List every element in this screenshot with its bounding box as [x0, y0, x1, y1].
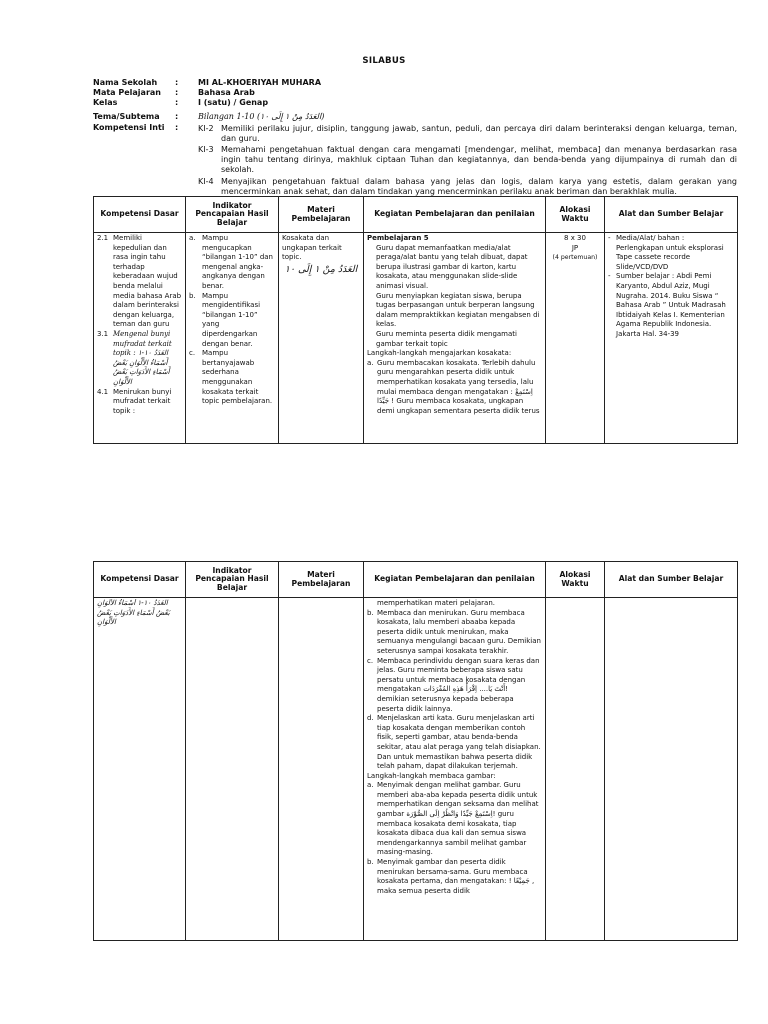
kd-text: Mengenal bunyi mufradat terkait topik : العَدَدُ ١٠-١ أَسْمَاءُ الأَلْوَانِ بَعْضُ أَسْمَاءِ الأَدَوَاتِ بَعْضُ الأَلْوَانِ — [113, 329, 172, 386]
indikator-item — [189, 349, 275, 407]
cell-indikator — [186, 598, 279, 941]
step-text: Membaca dan menirukan. Guru membaca kosakata, lalu memberi abaaba kepada peserta didik untuk menirukan, maka semuanya mengulangi bacaan guru. Demikian seterusnya sampai kosakata terakhir. — [377, 608, 541, 655]
step-text: Menyimak dengan melihat gambar. Guru memberi aba-aba kepada peserta didik untuk memperhatikan dengan seksama dan melihat gambar اِسْتَمِعْ جَيِّدًا وَانْظُرْ اِلَى الصُّوْرَة! guru membaca kosakata demi kosakata, tiap kosakata dibaca dua kali dan semua siswa mendengarkannya sambil melihat gambar masing-masing. — [377, 781, 539, 857]
header-alat: Alat dan Sumber Belajar — [605, 197, 738, 233]
list-item: • Guru menyiapkan kegiatan siswa, berupa tugas berpasangan untuk berperan langsung dalam mempraktikkan kegiatan mengabsen di kelas. — [376, 292, 542, 330]
indikator-text: Mampu bertanyajawab sederhana menggunakan kosakata terkait topic pembelajaran. — [202, 349, 273, 406]
kd-num: 3.1 — [97, 329, 109, 338]
header-kompetensi-dasar: Kompetensi Dasar — [94, 562, 186, 598]
kegiatan-steps-heading: Langkah-langkah mengajarkan kosakata: — [367, 349, 512, 358]
dash-marker: - — [608, 272, 611, 281]
step-mark: a. — [367, 781, 374, 790]
indikator-text: Mampu mengidentifikasi “bilangan 1-10” yang diperdengarkan dengan benar. — [202, 291, 261, 348]
header-kegiatan: Kegiatan Pembelajaran dan penilaian — [364, 562, 546, 598]
cell-alat — [605, 233, 738, 444]
kegiatan-step — [367, 657, 542, 715]
cell-kompetensi-dasar — [94, 233, 186, 444]
ki-code: KI-4 — [198, 177, 214, 186]
indikator-mark: c. — [189, 349, 196, 358]
table-header-row — [94, 562, 738, 598]
header-indikator: Indikator Pencapaian Hasil Belajar — [186, 197, 279, 233]
materi-arabic: العَدَدُ مِنْ ١ إِلَى ١٠ — [284, 263, 358, 275]
cell-kompetensi-dasar — [94, 598, 186, 941]
kd-arabic: العَدَدُ ١٠-١ أَسْمَاءُ الأَلْوَانِ بَعْضُ أَسْمَاءِ الأَدَوَاتِ بَعْضُ الأَلْوَانِ — [97, 599, 170, 627]
kegiatan-continued: memperhatikan materi pelajaran. — [377, 599, 496, 607]
ki-text: Memahami pengetahuan faktual dengan cara mengamati [mendengar, melihat, membaca] dan menanya berdasarkan rasa ingin tahu tentang dirinya, makhluk ciptaan Tuhan dan kegiatannya, dan benda-benda yang dijumpainya di rumah dan di sekolah. — [221, 145, 737, 174]
meta-value: Bilangan 1-10 (العَدَدُ مِنْ ١ إِلَى ١٠) — [198, 112, 325, 121]
meta-label: Kompetensi Inti — [93, 123, 165, 132]
kd-item — [97, 234, 182, 330]
kegiatan-heading: Pembelajaran 5 — [367, 234, 429, 242]
cell-kegiatan — [364, 598, 546, 941]
step-text: Menyimak gambar dan peserta didik menirukan bersama-sama. Guru membaca kosakata pertama, dan mengatakan: ! جَمِيْعًا , maka semua peserta didik — [377, 858, 535, 895]
cell-alokasi — [546, 598, 605, 941]
kd-item — [97, 388, 182, 417]
alokasi-note: (4 pertemuan) — [552, 254, 598, 262]
header-alat: Alat dan Sumber Belajar — [605, 562, 738, 598]
kegiatan-steps2-heading: Langkah-langkah membaca gambar: — [367, 771, 496, 780]
kd-num: 2.1 — [97, 234, 109, 242]
header-materi: Materi Pembelajaran — [279, 197, 364, 233]
table-row — [94, 598, 738, 941]
meta-colon: : — [175, 112, 179, 121]
step-mark: a. — [367, 358, 374, 367]
meta-value: I (satu) / Genap — [198, 98, 269, 107]
dash-marker: - — [608, 234, 611, 242]
indikator-mark: b. — [189, 291, 196, 300]
ki-text: Memiliki perilaku jujur, disiplin, tanggung jawab, santun, peduli, dan percaya diri dalam berinteraksi dengan keluarga, teman, dan guru. — [221, 124, 737, 143]
kegiatan-step — [367, 781, 542, 858]
meta-colon: : — [175, 123, 179, 132]
cell-indikator — [186, 233, 279, 444]
alat-text: Sumber belajar : Abdi Pemi Karyanto, Abdul Aziz, Mugi Nugraha. 2014. Buku Siswa “ Bahasa Arab ” Untuk Madrasah Ibtidaiyah Kelas I. Kementerian Agama Republik Indonesia. Jakarta Hal. 34-39 — [616, 272, 726, 338]
indikator-item — [189, 234, 275, 292]
kegiatan-bullets — [367, 244, 542, 350]
meta-value: MI AL-KHOERIYAH MUHARA — [198, 78, 322, 87]
meta-colon: : — [175, 98, 179, 107]
meta-label: Kelas — [93, 98, 118, 107]
table-row — [94, 233, 738, 444]
kd-text: Menirukan bunyi mufradat terkait topik : — [113, 387, 172, 415]
ki-text: Menyajikan pengetahuan faktual dalam bahasa yang jelas dan logis, dalam karya yang estetis, dalam gerakan yang mencerminkan anak sehat, dan dalam tindakan yang mencerminkan perilaku anak beriman dan berakhlak mulia. — [221, 177, 737, 196]
cell-materi — [279, 598, 364, 941]
header-materi: Materi Pembelajaran — [279, 562, 364, 598]
header-alokasi: Alokasi Waktu — [546, 197, 605, 233]
alat-item — [608, 234, 734, 272]
syllabus-table-1 — [93, 196, 738, 444]
cell-materi — [279, 233, 364, 444]
list-item: • Guru meminta peserta didik mengamati gambar terkait topic — [376, 330, 542, 349]
alokasi-unit: JP — [571, 243, 579, 252]
syllabus-table-2 — [93, 561, 738, 941]
meta-label: Nama Sekolah — [93, 78, 158, 87]
kegiatan-step — [367, 609, 542, 657]
kd-item — [97, 330, 182, 388]
step-text: Guru membacakan kosakata. Terlebih dahulu guru mengarahkan peserta didik untuk memperhatikan kosakata yang tersedia, lalu mulai membaca dengan mengatakan : اِسْتَمِعْ جَيِّدًا ! Guru membaca kosakata, ungkapan demi ungkapan sementara peserta didik terus — [377, 358, 540, 415]
kd-text: Memiliki kepedulian dan rasa ingin tahu terhadap keberadaan wujud benda melalui media bahasa Arab dalam berinteraksi dengan keluarga, teman dan guru — [113, 234, 182, 329]
ki-code: KI-3 — [198, 145, 214, 154]
header-alokasi: Alokasi Waktu — [546, 562, 605, 598]
cell-kegiatan — [364, 233, 546, 444]
cell-alat — [605, 598, 738, 941]
step-text: Menjelaskan arti kata. Guru menjelaskan arti tiap kosakata dengan memberikan contoh fisik, seperti gambar, atau benda-benda sekitar, atau alat peraga yang telah disiapkan. Dan untuk memastikan bahwa peserta didik telah paham, dapat dilakukan terjemah. — [377, 714, 541, 771]
indikator-item — [189, 292, 275, 350]
meta-colon: : — [175, 88, 179, 97]
cell-alokasi — [546, 233, 605, 444]
ki-code: KI-2 — [198, 124, 214, 133]
kegiatan-step — [367, 714, 542, 772]
step-mark: b. — [367, 858, 374, 867]
table-header-row — [94, 197, 738, 233]
meta-label: Tema/Subtema — [93, 112, 160, 121]
header-indikator: Indikator Pencapaian Hasil Belajar — [186, 562, 279, 598]
header-kegiatan: Kegiatan Pembelajaran dan penilaian — [364, 197, 546, 233]
step-text: Membaca perindividu dengan suara keras dan jelas. Guru meminta beberapa siswa satu persatu untuk membaca kosakata dengan mengatakan أَنْتَ يَا.... اِقْرَأْ هَذِهِ المُفْرَدَات! demikian seterusnya kepada beberapa peserta didik lainnya. — [377, 656, 540, 713]
indikator-mark: a. — [189, 234, 196, 242]
header-kompetensi-dasar: Kompetensi Dasar — [94, 197, 186, 233]
meta-label: Mata Pelajaran — [93, 88, 161, 97]
document-title: SILABUS — [362, 56, 406, 66]
alat-text: Media/Alat/ bahan : Perlengkapan untuk eksplorasi Tape cassete recorde Slide/VCD/DVD — [616, 234, 724, 271]
kegiatan-step — [367, 858, 542, 896]
list-item: • Guru dapat memanfaatkan media/alat peraga/alat bantu yang telah dibuat, dapat berupa ilustrasi gambar di karton, kartu kosakata, atau menggunakan slide-slide animasi visual. — [376, 244, 542, 292]
step-mark: d. — [367, 714, 374, 723]
indikator-text: Mampu mengucapkan “bilangan 1-10” dan mengenal angka-angkanya dengan benar. — [202, 234, 273, 290]
step-mark: c. — [367, 656, 374, 665]
kd-num: 4.1 — [97, 387, 109, 396]
step-mark: b. — [367, 608, 374, 617]
alat-item — [608, 272, 734, 339]
materi-text: Kosakata dan ungkapan terkait topic. — [282, 234, 342, 262]
kegiatan-step — [367, 359, 542, 417]
meta-value: Bahasa Arab — [198, 88, 255, 97]
alokasi-value: 8 x 30 — [564, 234, 586, 242]
meta-colon: : — [175, 78, 179, 87]
